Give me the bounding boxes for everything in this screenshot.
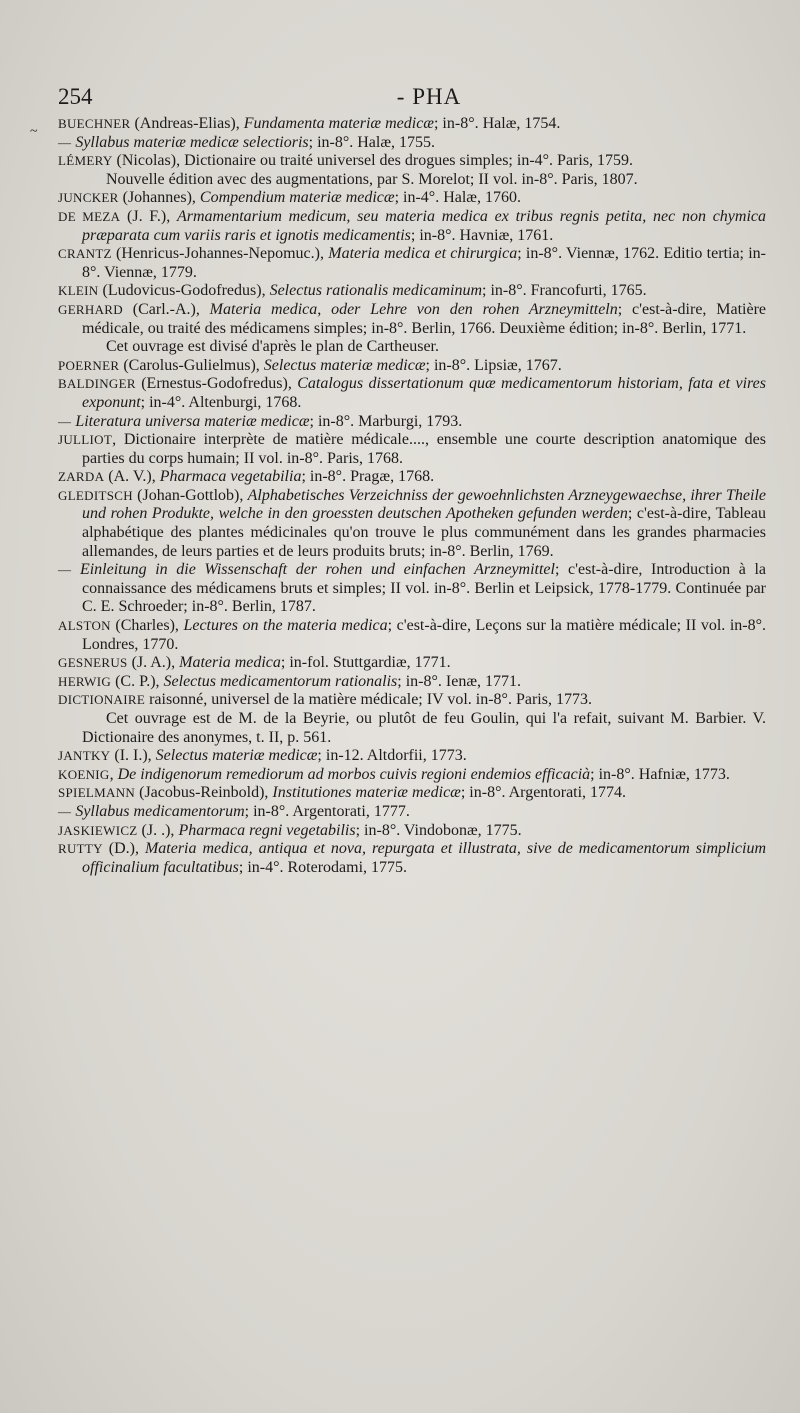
- bibliography-entry: [58, 691, 766, 710]
- entry-title: Institutiones materiæ medicæ: [272, 784, 461, 802]
- entry-title: Pharmaca regni vegetabilis: [178, 821, 356, 839]
- entry-publication: ; c'est-à-dire, Matière médicale, ou traité des médicamens simples; in-8°. Berlin, 1766. Deuxième édition; in-8°. Berlin, 1771.: [82, 300, 766, 337]
- entry-author-info: (Charles),: [110, 617, 184, 635]
- entry-title: Syllabus medicamentorum: [75, 802, 245, 820]
- entry-title: Literatura universa materiæ medicæ: [75, 412, 310, 430]
- entry-author: DE MEZA: [58, 208, 121, 224]
- entry-author: LÉMERY: [58, 153, 113, 169]
- entry-title: Materia medica, oder Lehre von den rohen Arzneymitteln: [209, 300, 618, 318]
- entry-author: KLEIN: [58, 283, 99, 299]
- entry-author: —: [58, 803, 72, 819]
- entry-publication: ; c'est-à-dire, Leçons sur la matière médicale; II vol. in-8°. Londres, 1770.: [82, 617, 767, 653]
- entry-publication: raisonné, universel de la matière médicale; IV vol. in-8°. Paris, 1773.: [149, 691, 592, 709]
- entry-title: Selectus rationalis medicaminum: [269, 282, 482, 300]
- entry-publication: ; c'est-à-dire, Tableau alphabétique des plantes médicinales qu'on trouve le plus communément dans les grandes pharmacies allemandes, de leurs parties et de leurs produits bruts; in-8°. Berlin, 1769.: [82, 505, 767, 560]
- entry-title: Lectures on the materia medica: [183, 617, 388, 635]
- entry-author: BALDINGER: [58, 376, 136, 392]
- entry-author: —: [58, 134, 72, 150]
- entry-author: CRANTZ: [58, 246, 112, 262]
- entry-author: JULLIOT: [58, 432, 113, 448]
- entry-author-info: (Andreas-Elias),: [130, 115, 244, 132]
- bibliography-entry: [58, 747, 766, 766]
- bibliography-entry: [58, 375, 766, 412]
- entry-title: Selectus materiæ medicæ: [263, 356, 426, 374]
- entry-title: Armamentarium medicum, seu materia medica ex tribus regnis petita, nec non chymica præparata cum variis raris et ignotis medicamentis: [82, 207, 767, 244]
- entry-author-info: ,: [109, 765, 118, 783]
- entry-publication: ; in-8°. Pragæ, 1768.: [301, 468, 435, 486]
- entry-title: Fundamenta materiæ medicæ: [243, 115, 434, 132]
- bibliography-entry: [58, 115, 766, 134]
- bibliography-entry: [58, 301, 766, 338]
- entry-author: JUNCKER: [58, 190, 119, 206]
- entry-publication: ; in-8°. Argentorati, 1777.: [244, 802, 410, 820]
- bibliography-entry: [58, 803, 766, 822]
- entry-author-info: (Johan-Gottlob),: [132, 486, 248, 504]
- entry-publication: ; in-4°. Altenburgi, 1768.: [140, 393, 302, 411]
- entry-author: GLEDITSCH: [58, 487, 133, 503]
- entry-author-info: (D.),: [102, 840, 145, 858]
- entry-title: Compendium materiæ medicæ: [199, 189, 395, 207]
- margin-mark: ~: [30, 124, 38, 139]
- entry-title: Materia medica, antiqua et nova, repurgata et illustrata, sive de medicamentorum simplicium officinalium facultatibus: [82, 840, 766, 876]
- entry-author-info: (J. F.),: [120, 207, 177, 225]
- entry-author-info: (J. .),: [137, 821, 179, 839]
- bibliography-entry: [58, 245, 766, 282]
- bibliography-entry: [58, 152, 766, 171]
- entry-author: —: [58, 562, 72, 578]
- entry-author: —: [58, 413, 72, 429]
- entry-publication: ; in-fol. Stuttgardiæ, 1771.: [280, 654, 451, 672]
- entry-publication: ; in-8°. Francofurti, 1765.: [482, 282, 647, 300]
- entry-author-info: (Nicolas),: [112, 152, 185, 170]
- entry-author-info: (Ernestus-Godofredus),: [135, 375, 298, 393]
- entry-publication: ; in-8°. Ienæ, 1771.: [397, 672, 521, 690]
- bibliography-entry: [58, 561, 766, 617]
- entry-publication: ; in-8°. Havniæ, 1761.: [410, 226, 554, 244]
- entry-author-info: (Henricus-Johannes-Nepomuc.),: [111, 245, 329, 263]
- entry-author-info: ,: [112, 431, 124, 449]
- bibliography-entry: [58, 208, 766, 245]
- bibliography-entry: [58, 654, 766, 673]
- entry-author-info: (J. A.),: [127, 654, 180, 672]
- entry-publication: ; in-4°. Halæ, 1760.: [394, 189, 521, 207]
- bibliography-entry: [58, 134, 766, 153]
- page-header: [58, 84, 760, 118]
- bibliography-entry: [58, 282, 766, 301]
- bibliography-entry: [58, 487, 766, 561]
- bibliography-list: [58, 115, 766, 877]
- running-head: - PHA: [396, 84, 462, 109]
- entry-publication: ; in-8°. Hafniæ, 1773.: [590, 765, 730, 783]
- entry-note: Nouvelle édition avec des augmentations, par S. Morelot; II vol. in-8°. Paris, 1807.: [106, 170, 638, 188]
- entry-author-info: (I. I.),: [110, 747, 156, 765]
- bibliography-entry: [58, 822, 766, 841]
- entry-author: JANTKY: [58, 748, 111, 764]
- bibliography-entry: [58, 617, 766, 654]
- entry-author: DICTIONAIRE: [58, 692, 146, 708]
- entry-author-info: (Johannes),: [118, 189, 200, 207]
- entry-title: Materia medica et chirurgica: [328, 245, 518, 263]
- entry-note: Cet ouvrage est de M. de la Beyrie, ou plutôt de feu Goulin, qui l'a refait, suivant M. Barbier. V. Dictionaire des anonymes, t. II, p. 561.: [82, 710, 766, 746]
- entry-publication: Dictionaire ou traité universel des drogues simples; in-4°. Paris, 1759.: [184, 152, 634, 170]
- entry-author: HERWIG: [58, 673, 112, 689]
- entry-title: Selectus medicamentorum rationalis: [163, 672, 398, 690]
- bibliography-entry: [58, 413, 766, 432]
- entry-author: RUTTY: [58, 841, 103, 857]
- entry-publication: ; in-4°. Roterodami, 1775.: [238, 858, 408, 876]
- page-number: 254: [58, 84, 93, 109]
- entry-note: Cet ouvrage est divisé d'après le plan de Cartheuser.: [106, 338, 439, 356]
- entry-author: BUECHNER: [58, 116, 131, 131]
- entry-publication: Dictionaire interprète de matière médicale...., ensemble une courte description anatomique des parties du corps humain; II vol. in-8°. Paris, 1768.: [82, 431, 767, 467]
- bibliography-entry: [58, 189, 766, 208]
- entry-author-info: [71, 561, 80, 578]
- bibliography-entry: [58, 357, 766, 376]
- entry-publication: ; in-8°. Vindobonæ, 1775.: [355, 821, 522, 839]
- bibliography-entry: [58, 468, 766, 487]
- entry-author-info: (A. V.),: [104, 468, 160, 486]
- entry-author: SPIELMANN: [58, 785, 136, 801]
- entry-publication: ; c'est-à-dire, Introduction à la connaissance des médicamens bruts et simples; II vol. in-8°. Berlin et Leipsick, 1778-1779. Continuée par C. E. Schroeder; in-8°. Berlin, 1787.: [82, 561, 767, 616]
- entry-publication: ; in-8°. Viennæ, 1762. Editio tertia; in-8°. Viennæ, 1779.: [82, 245, 767, 281]
- entry-author: GERHARD: [58, 301, 123, 317]
- entry-title: Einleitung in die Wissenschaft der rohen und einfachen Arzneymittel: [79, 561, 555, 579]
- entry-publication: ; in-12. Altdorfii, 1773.: [317, 747, 467, 765]
- bibliography-entry: [58, 784, 766, 803]
- entry-author: GESNERUS: [58, 655, 128, 671]
- entry-author: POERNER: [58, 357, 120, 373]
- entry-title: Syllabus materiæ medicæ selectioris: [75, 133, 309, 151]
- entry-author: ZARDA: [58, 469, 105, 485]
- bibliography-entry: [58, 766, 766, 785]
- entry-author-info: (Ludovicus-Godofredus),: [98, 282, 270, 300]
- entry-author-info: (Carl.-A.),: [122, 300, 210, 318]
- bibliography-entry: [58, 673, 766, 692]
- entry-title: De indigenorum remediorum ad morbos cuivis regioni endemios efficacià: [117, 765, 591, 783]
- entry-publication: ; in-8°. Argentorati, 1774.: [460, 784, 627, 802]
- entry-publication: ; in-8°. Marburgi, 1793.: [309, 412, 463, 430]
- entry-title: Selectus materiæ medicæ: [155, 747, 318, 765]
- entry-publication: ; in-8°. Halæ, 1754.: [433, 115, 561, 132]
- entry-title: Materia medica: [179, 654, 281, 672]
- entry-publication: ; in-8°. Halæ, 1755.: [308, 133, 436, 151]
- bibliography-entry: [58, 431, 766, 468]
- entry-author-info: (C. P.),: [111, 672, 164, 690]
- entry-publication: ; in-8°. Lipsiæ, 1767.: [425, 356, 562, 374]
- entry-title: Pharmaca vegetabilia: [159, 468, 302, 486]
- entry-author: KOENIG: [58, 766, 110, 782]
- entry-author-info: (Carolus-Gulielmus),: [119, 356, 264, 374]
- entry-author: ALSTON: [58, 618, 111, 634]
- entry-author: JASKIEWICZ: [58, 822, 138, 838]
- bibliography-entry: [58, 840, 766, 877]
- entry-title: Catalogus dissertationum quæ medicamentorum historiam, fata et vires exponunt: [82, 375, 767, 411]
- entry-title: Alphabetisches Verzeichniss der gewoehnlichsten Arzneygewaechse, ihrer Theile und rohen Produkte, welche in den groessten deutschen Apotheken gefunden werden: [82, 486, 767, 523]
- entry-author-info: (Jacobus-Reinbold),: [135, 784, 273, 802]
